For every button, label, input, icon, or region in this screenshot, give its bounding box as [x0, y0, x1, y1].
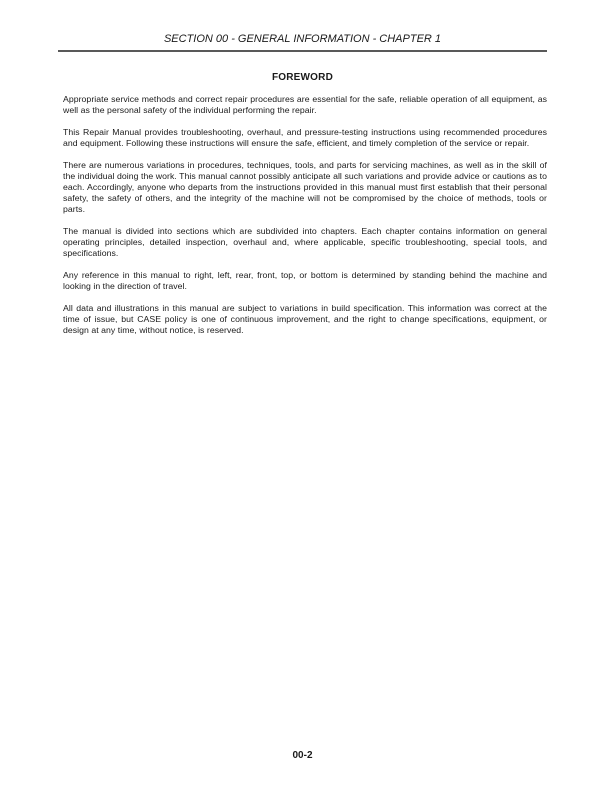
paragraph-3: There are numerous variations in procedures, techniques, tools, and parts for servicing machines, as well as in the skill of the individual doing the work. This manual cannot possibly anticipate all such variations and provide advice or cautions as to each. Accordingly, anyone who departs from the instructions provided in this manual must first establish that their personal safety, the safety of others, and the integrity of the machine will not be compromised by the choice of methods, tools or parts. — [63, 160, 547, 214]
paragraph-5: Any reference in this manual to right, left, rear, front, top, or bottom is determined by standing behind the machine and looking in the direction of travel. — [63, 270, 547, 291]
running-header-text: SECTION 00 - GENERAL INFORMATION - CHAPTER 1 — [163, 33, 442, 45]
paragraph-6: All data and illustrations in this manual are subject to variations in build specification. This information was correct at the time of issue, but CASE policy is one of continuous improvement, and the right to change specifications, equipment, or design at any time, without notice, is reserved. — [63, 303, 547, 335]
paragraph-4: The manual is divided into sections which are subdivided into chapters. Each chapter contains information on general operating principles, detailed inspection, overhaul and, where applicable, specific troubleshooting, special tools, and specifications. — [63, 226, 547, 258]
page-title: FOREWORD — [271, 72, 334, 83]
foreword-content — [63, 94, 547, 347]
paragraph-1: Appropriate service methods and correct repair procedures are essential for the safe, reliable operation of all equipment, as well as the personal safety of the individual performing the repair. — [63, 94, 547, 115]
running-header — [58, 33, 547, 46]
page-number: 00-2 — [292, 750, 313, 761]
paragraph-2: This Repair Manual provides troubleshooting, overhaul, and pressure-testing instructions using recommended procedures and equipment. Following these instructions will ensure the safe, efficient, and timely completion of the service or repair. — [63, 127, 547, 148]
header-rule — [58, 50, 547, 52]
